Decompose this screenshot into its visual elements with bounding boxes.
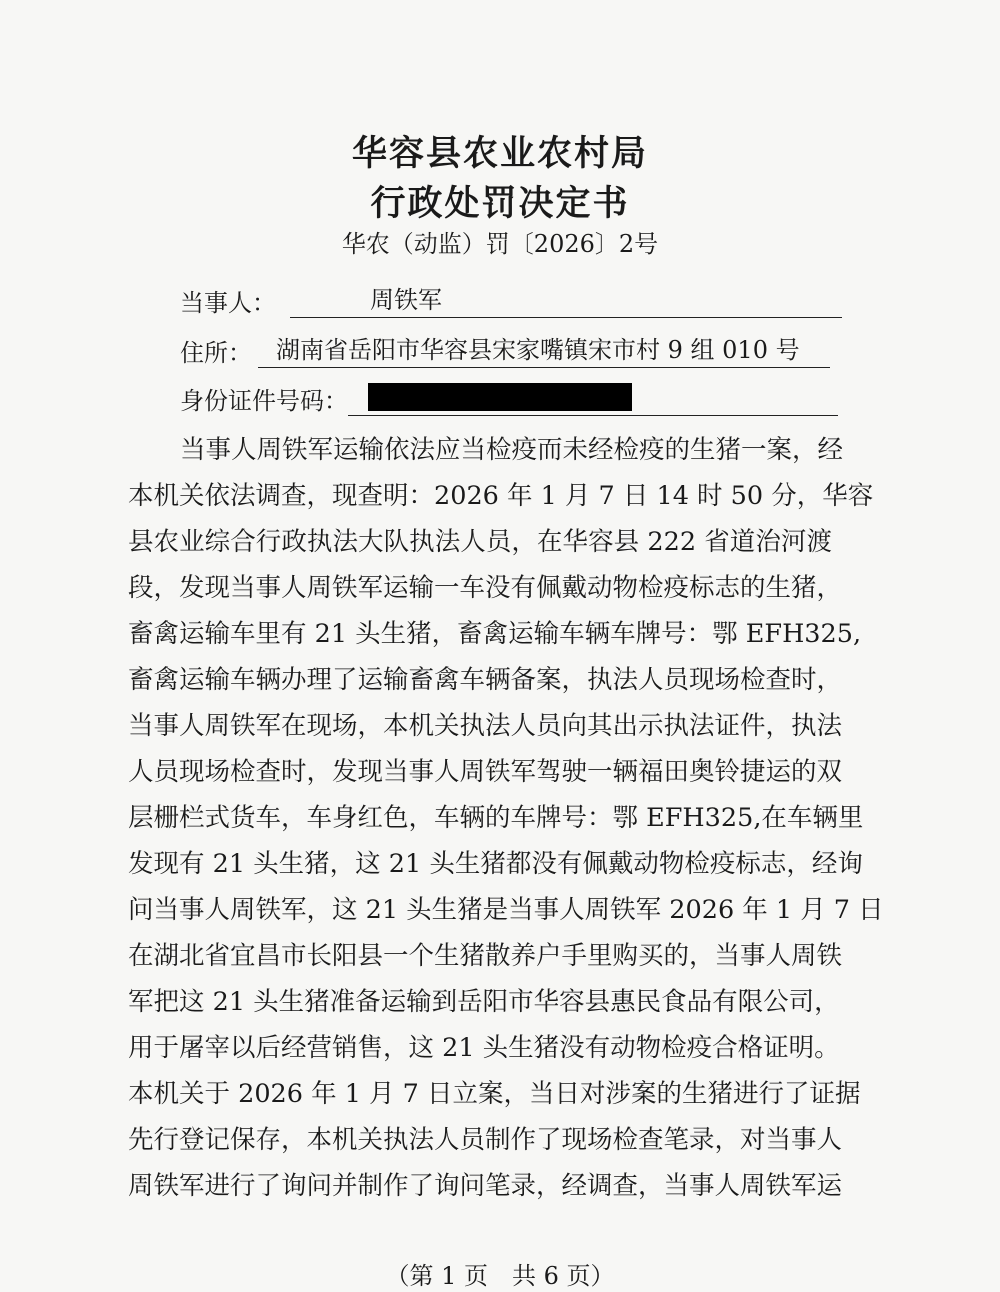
id-number-value [348, 386, 838, 416]
address-label: 住所： [180, 339, 252, 367]
id-number-label: 身份证件号码： [180, 387, 348, 415]
address-value: 湖南省岳阳市华容县宋家嘴镇宋市村 9 组 010 号 [258, 338, 830, 368]
body-line: 当事人周铁军运输依法应当检疫而未经检疫的生猪一案，经 [180, 435, 844, 465]
body-line: 本机关依法调查，现查明：2026 年 1 月 7 日 14 时 50 分，华容 [128, 481, 874, 511]
party-field [180, 286, 842, 318]
address-field [180, 336, 830, 368]
body-line: 层栅栏式货车，车身红色，车辆的车牌号：鄂 EFH325,在车辆里 [128, 803, 864, 833]
body-line: 本机关于 2026 年 1 月 7 日立案，当日对涉案的生猪进行了证据 [128, 1079, 861, 1109]
body-line: 先行登记保存，本机关执法人员制作了现场检查笔录，对当事人 [128, 1125, 843, 1155]
party-label: 当事人： [180, 289, 276, 317]
body-line: 畜禽运输车辆办理了运输畜禽车辆备案，执法人员现场检查时， [128, 665, 843, 695]
body-line: 县农业综合行政执法大队执法人员，在华容县 222 省道治河渡 [128, 527, 832, 557]
body-line: 段，发现当事人周铁军运输一车没有佩戴动物检疫标志的生猪， [128, 573, 843, 603]
id-number-field [180, 384, 838, 416]
title-document-type: 行政处罚决定书 [370, 183, 630, 224]
body-line: 在湖北省宜昌市长阳县一个生猪散养户手里购买的，当事人周铁 [128, 941, 843, 971]
party-value: 周铁军 [290, 288, 842, 318]
redaction-block [368, 383, 632, 411]
body-line: 发现有 21 头生猪，这 21 头生猪都没有佩戴动物检疫标志，经询 [128, 849, 863, 879]
body-line: 周铁军进行了询问并制作了询问笔录，经调查，当事人周铁军运 [128, 1171, 843, 1201]
body-line: 人员现场检查时，发现当事人周铁军驾驶一辆福田奥铃捷运的双 [128, 757, 843, 787]
body-line: 军把这 21 头生猪准备运输到岳阳市华容县惠民食品有限公司， [128, 987, 840, 1017]
body-line: 畜禽运输车里有 21 头生猪，畜禽运输车辆车牌号：鄂 EFH325, [128, 619, 862, 649]
page-number: （第 1 页 共 6 页） [385, 1262, 615, 1290]
body-line: 用于屠宰以后经营销售，这 21 头生猪没有动物检疫合格证明。 [128, 1033, 840, 1063]
document-number: 华农（动监）罚〔2026〕2号 [341, 230, 659, 258]
body-line: 当事人周铁军在现场，本机关执法人员向其出示执法证件，执法 [128, 711, 843, 741]
body-line: 问当事人周铁军，这 21 头生猪是当事人周铁军 2026 年 1 月 7 日 [128, 895, 884, 925]
title-agency: 华容县农业农村局 [351, 133, 648, 174]
